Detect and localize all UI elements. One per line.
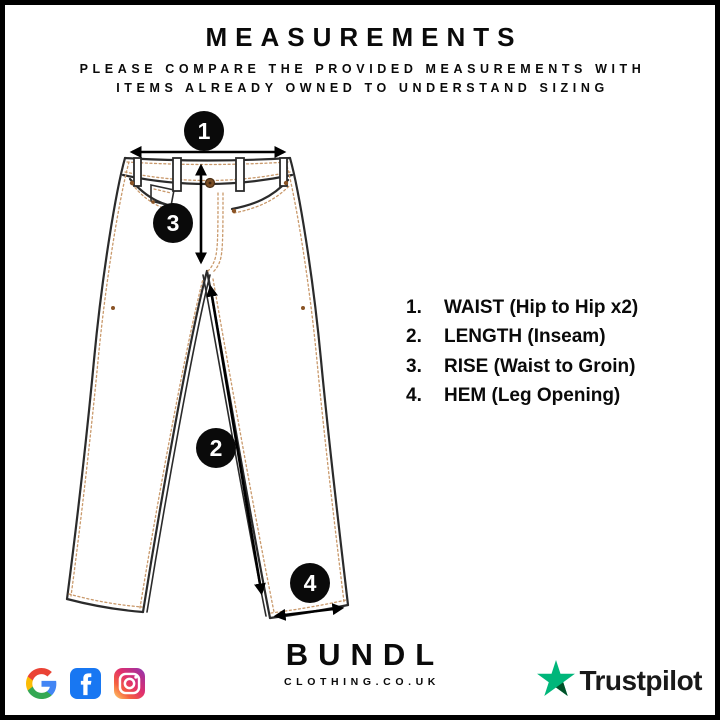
subtitle-line-1: PLEASE COMPARE THE PROVIDED MEASUREMENTS WITH xyxy=(79,62,646,76)
trustpilot-label: Trustpilot xyxy=(579,664,702,696)
marker-1-waist xyxy=(184,111,224,151)
legend-item-rise xyxy=(406,352,638,382)
legend-number: 2. xyxy=(406,326,422,348)
legend-number: 1. xyxy=(406,296,422,318)
svg-text:3: 3 xyxy=(166,210,180,236)
jeans-diagram xyxy=(50,105,400,635)
marker-3-rise xyxy=(153,203,193,243)
trustpilot-star-icon xyxy=(537,660,575,701)
svg-text:1: 1 xyxy=(197,118,211,144)
legend-label: WAIST (Hip to Hip x2) xyxy=(444,296,639,318)
svg-text:4: 4 xyxy=(303,570,317,596)
legend-number: 4. xyxy=(406,385,422,407)
marker-2-length xyxy=(196,428,236,468)
marker-4-hem xyxy=(290,563,330,603)
legend-item-hem xyxy=(406,382,638,412)
brand-domain: CLOTHING.CO.UK xyxy=(284,676,440,688)
legend-label: LENGTH (Inseam) xyxy=(444,326,606,348)
jeans-outline xyxy=(67,158,348,618)
legend-label: HEM (Leg Opening) xyxy=(444,385,621,407)
legend-number: 3. xyxy=(406,355,422,377)
subtitle-line-2: ITEMS ALREADY OWNED TO UNDERSTAND SIZING xyxy=(116,81,609,95)
button-and-rivets xyxy=(111,179,305,311)
svg-text:2: 2 xyxy=(209,435,223,461)
trustpilot-logo xyxy=(537,660,702,701)
header xyxy=(5,5,715,98)
legend-label: RISE (Waist to Groin) xyxy=(444,355,636,377)
legend-item-length xyxy=(406,323,638,353)
brand-name: BUNDL xyxy=(285,637,445,672)
legend-item-waist xyxy=(406,293,638,323)
jeans-illustration xyxy=(50,105,400,635)
measurement-legend xyxy=(406,293,638,411)
subtitle xyxy=(5,60,715,98)
hem-arrow xyxy=(276,608,342,616)
page-title: MEASUREMENTS xyxy=(205,22,523,52)
